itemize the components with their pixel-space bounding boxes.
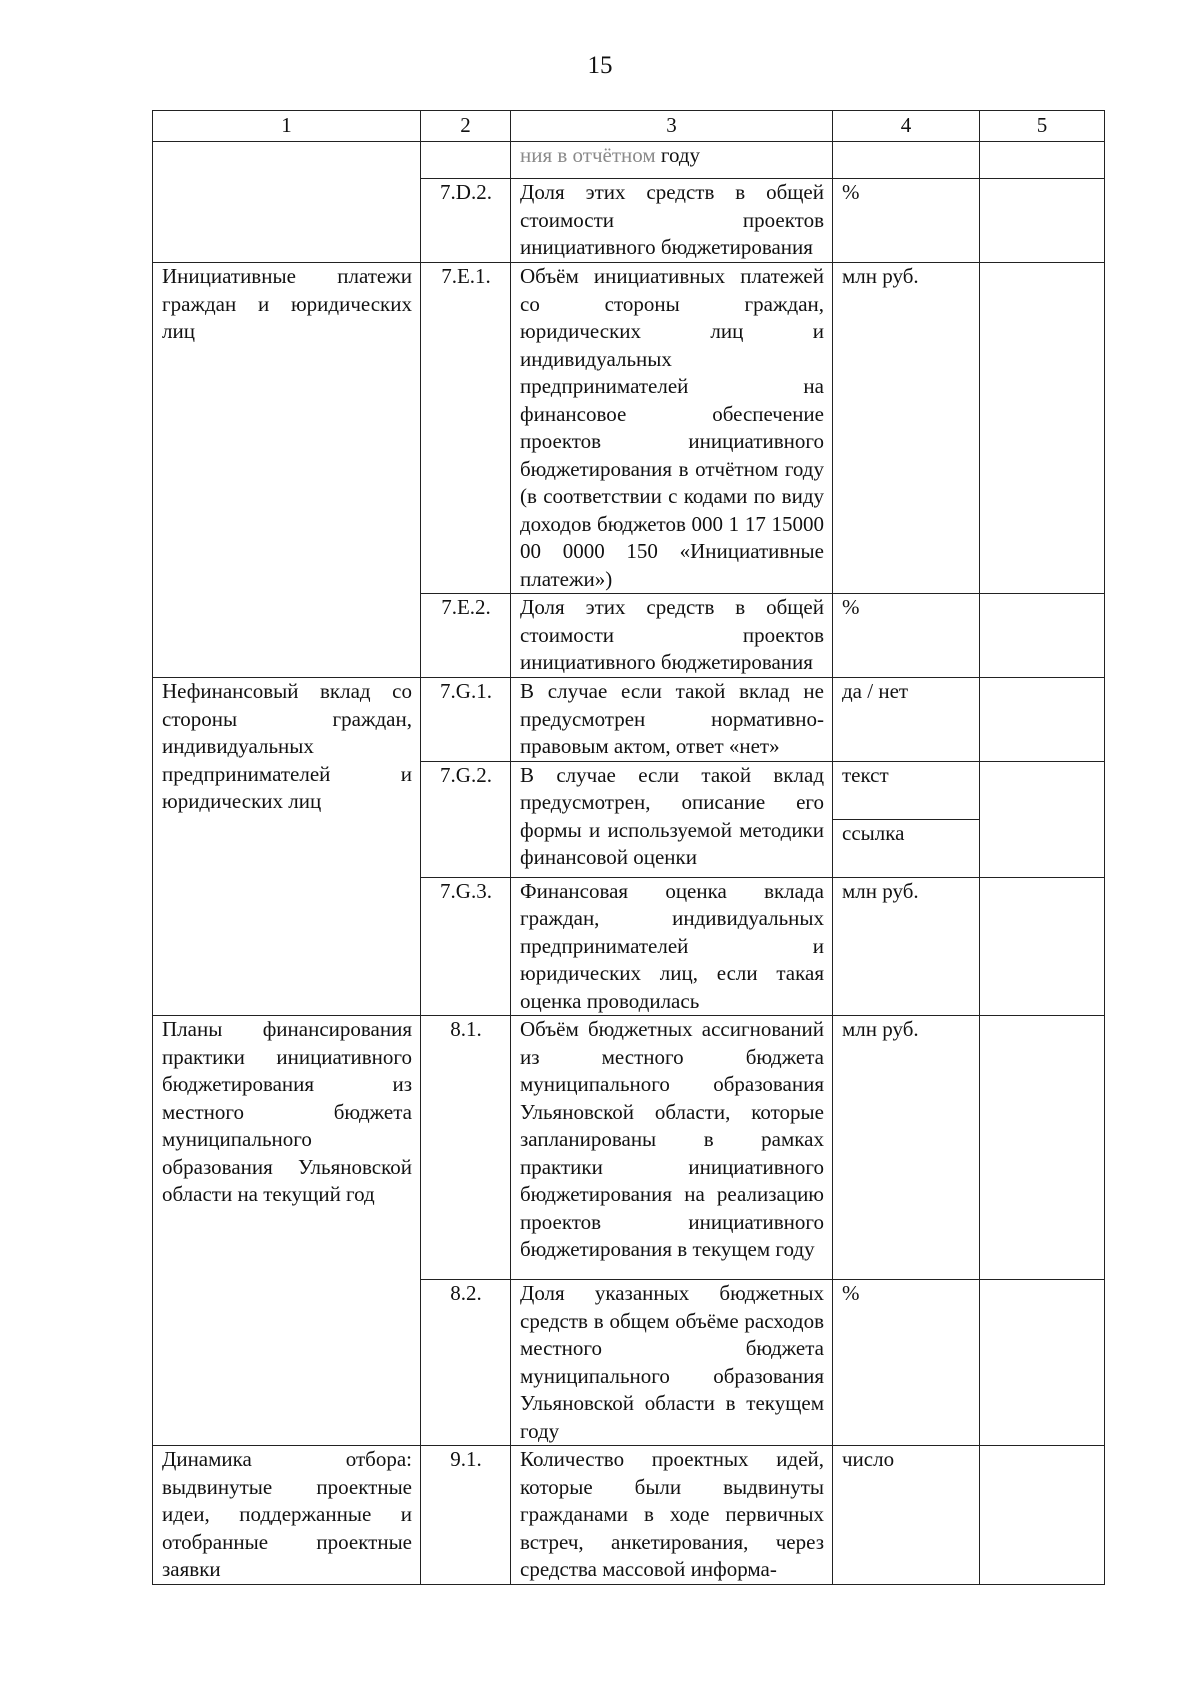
unit-cell: число: [833, 1446, 980, 1585]
code-cell: 9.1.: [421, 1446, 511, 1585]
description-cell: Доля этих средств в общей стоимости проектов инициативного бюджетирования: [511, 179, 833, 263]
description-cell: Объём бюджетных ассигнований из местного бюджета муниципального образования Ульяновской области, которые запланированы в рамках практики инициативного бюджетирования на реализацию проектов инициативного бюджетирования в текущем году: [511, 1016, 833, 1280]
value-cell: [980, 263, 1105, 594]
code-cell: 7.G.1.: [421, 678, 511, 762]
table-header-row: [153, 111, 1105, 142]
description-cell: Объём инициативных платежей со стороны граждан, юридических лиц и индивидуальных предпринимателей на финансовое обеспечение проектов инициативного бюджетирования в отчётном году (в соответствии с кодами по виду доходов бюджетов 000 1 17 15000 00 0000 150 «Инициативные платежи»): [511, 263, 833, 594]
table-row: [153, 1016, 1105, 1280]
unit-cell: %: [833, 1280, 980, 1446]
value-cell: [980, 678, 1105, 762]
table-row: [153, 142, 1105, 179]
unit-cell: %: [833, 179, 980, 263]
value-cell: [980, 1446, 1105, 1585]
value-cell: [980, 179, 1105, 263]
group-cell: Планы финансирования практики инициативного бюджетирования из местного бюджета муниципального образования Ульяновской области на текущий год: [153, 1016, 421, 1446]
header-cell: 3: [511, 111, 833, 142]
group-cell: Инициативные платежи граждан и юридических лиц: [153, 263, 421, 678]
unit-cell: млн руб.: [833, 1016, 980, 1280]
unit-cell: ссылка: [833, 819, 980, 877]
code-cell: 7.D.2.: [421, 179, 511, 263]
group-cell: Динамика отбора: выдвинутые проектные идеи, поддержанные и отобранные проектные заявки: [153, 1446, 421, 1585]
description-cell: В случае если такой вклад предусмотрен, описание его формы и используемой методики финансовой оценки: [511, 761, 833, 877]
description-cell: Количество проектных идей, которые были выдвинуты гражданами в ходе первичных встреч, анкетирования, через средства массовой информа-: [511, 1446, 833, 1585]
description-cell: ния в отчётном году: [511, 142, 833, 179]
header-cell: 2: [421, 111, 511, 142]
faded-text: ния в отчётном: [520, 143, 656, 167]
group-cell: [153, 142, 421, 263]
code-cell: 7.E.2.: [421, 594, 511, 678]
unit-cell: млн руб.: [833, 263, 980, 594]
code-cell: 7.G.3.: [421, 877, 511, 1016]
page-number: 15: [587, 52, 613, 79]
value-cell: [980, 1280, 1105, 1446]
unit-cell: млн руб.: [833, 877, 980, 1016]
value-cell: [980, 594, 1105, 678]
description-cell: Доля указанных бюджетных средств в общем объёме расходов местного бюджета муниципального образования Ульяновской области в текущем году: [511, 1280, 833, 1446]
header-cell: 1: [153, 111, 421, 142]
header-cell: 4: [833, 111, 980, 142]
value-cell: [980, 1016, 1105, 1280]
table-row: [153, 1446, 1105, 1585]
code-cell: 7.E.1.: [421, 263, 511, 594]
description-cell: Доля этих средств в общей стоимости проектов инициативного бюджетирования: [511, 594, 833, 678]
value-cell: [980, 877, 1105, 1016]
code-cell: 8.1.: [421, 1016, 511, 1280]
header-cell: 5: [980, 111, 1105, 142]
description-cell: В случае если такой вклад не предусмотрен нормативно-правовым актом, ответ «нет»: [511, 678, 833, 762]
unit-cell: [833, 142, 980, 179]
code-cell: 7.G.2.: [421, 761, 511, 877]
value-cell: [980, 761, 1105, 877]
description-cell: Финансовая оценка вклада граждан, индивидуальных предпринимателей и юридических лиц, если такая оценка проводилась: [511, 877, 833, 1016]
indicator-table: [152, 110, 1105, 1585]
table-row: [153, 263, 1105, 594]
unit-cell: %: [833, 594, 980, 678]
group-cell: Нефинансовый вклад со стороны граждан, индивидуальных предпринимателей и юридических лиц: [153, 678, 421, 1016]
value-cell: [980, 142, 1105, 179]
unit-cell: да / нет: [833, 678, 980, 762]
table-row: [153, 678, 1105, 762]
unit-cell: текст: [833, 761, 980, 819]
code-cell: [421, 142, 511, 179]
code-cell: 8.2.: [421, 1280, 511, 1446]
